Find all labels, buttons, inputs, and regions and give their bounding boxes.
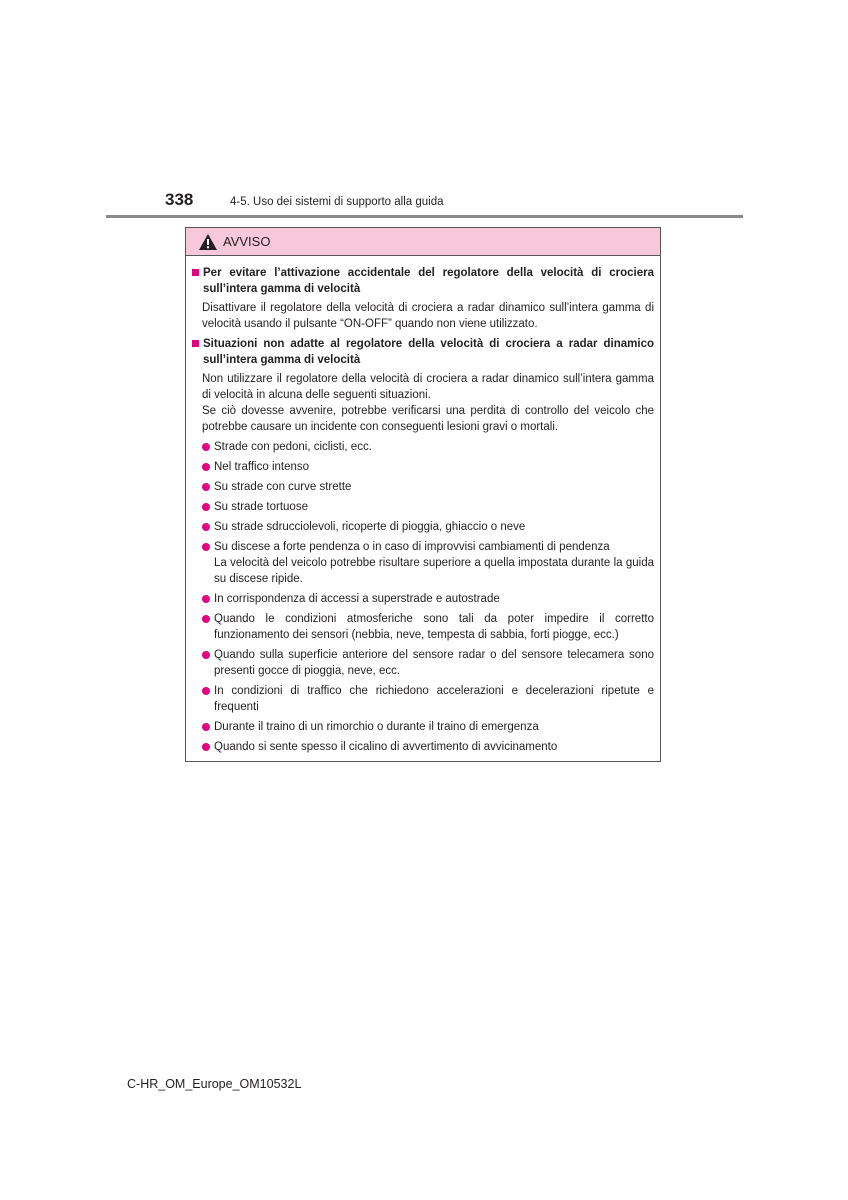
dot-bullet-icon bbox=[202, 483, 210, 491]
list-item: Nel traffico intenso bbox=[191, 459, 654, 475]
warning-body bbox=[186, 256, 660, 755]
list-item: Su strade con curve strette bbox=[191, 479, 654, 495]
list-item: Quando le condizioni atmosferiche sono tali da poter impedire il corretto funzionamento dei sensori (nebbia, neve, tempesta di sabbia, forti piogge, ecc.) bbox=[191, 611, 654, 643]
warning-label: AVVISO bbox=[223, 234, 271, 249]
square-bullet-icon bbox=[192, 340, 199, 347]
list-item: Su strade sdrucciolevoli, ricoperte di pioggia, ghiaccio o neve bbox=[191, 519, 654, 535]
list-item: In condizioni di traffico che richiedono accelerazioni e decelerazioni ripetute e frequenti bbox=[191, 683, 654, 715]
paragraph: Se ciò dovesse avvenire, potrebbe verificarsi una perdita di controllo del veicolo che potrebbe causare un incidente con conseguenti lesioni gravi o mortali. bbox=[202, 405, 654, 433]
page-number: 338 bbox=[165, 190, 194, 209]
paragraph: Disattivare il regolatore della velocità di crociera a radar dinamico sull’intera gamma di velocità usando il pulsante “ON-OFF” quando non viene utilizzato. bbox=[202, 302, 654, 330]
dot-bullet-icon bbox=[202, 543, 210, 551]
dot-bullet-icon bbox=[202, 687, 210, 695]
list-item-note: La velocità del veicolo potrebbe risultare superiore a quella impostata durante la guida su discese ripide. bbox=[214, 557, 654, 585]
list-item: Su strade tortuose bbox=[191, 499, 654, 515]
header-rule bbox=[106, 215, 743, 218]
dot-bullet-icon bbox=[202, 615, 210, 623]
document-code: C-HR_OM_Europe_OM10532L bbox=[127, 1077, 302, 1091]
dot-bullet-icon bbox=[202, 723, 210, 731]
dot-bullet-icon bbox=[202, 523, 210, 531]
paragraph: Non utilizzare il regolatore della velocità di crociera a radar dinamico sull’intera gamma di velocità in alcuna delle seguenti situazioni. bbox=[202, 373, 654, 401]
dot-bullet-icon bbox=[202, 443, 210, 451]
warning-header bbox=[186, 228, 660, 256]
list-item: Quando si sente spesso il cicalino di avvertimento di avvicinamento bbox=[191, 739, 654, 755]
dot-bullet-icon bbox=[202, 463, 210, 471]
dot-bullet-icon bbox=[202, 595, 210, 603]
dot-bullet-icon bbox=[202, 651, 210, 659]
warning-box bbox=[185, 227, 661, 762]
section-heading: Situazioni non adatte al regolatore della velocità di crociera a radar dinamico sull’intera gamma di velocità bbox=[191, 336, 654, 368]
warning-triangle-icon bbox=[198, 233, 218, 251]
list-item bbox=[191, 539, 654, 587]
list-item: Quando sulla superficie anteriore del sensore radar o del sensore telecamera sono presenti gocce di pioggia, neve, ecc. bbox=[191, 647, 654, 679]
list-item: Durante il traino di un rimorchio o durante il traino di emergenza bbox=[191, 719, 654, 735]
square-bullet-icon bbox=[192, 269, 199, 276]
list-item: In corrispondenza di accessi a superstrade e autostrade bbox=[191, 591, 654, 607]
section-heading: Per evitare l’attivazione accidentale del regolatore della velocità di crociera sull’intera gamma di velocità bbox=[191, 265, 654, 297]
list-item: Strade con pedoni, ciclisti, ecc. bbox=[191, 439, 654, 455]
dot-bullet-icon bbox=[202, 743, 210, 751]
dot-bullet-icon bbox=[202, 503, 210, 511]
list-item-text: Su discese a forte pendenza o in caso di improvvisi cambiamenti di pendenza bbox=[214, 541, 610, 553]
section-title: 4-5. Uso dei sistemi di supporto alla guida bbox=[230, 196, 444, 208]
